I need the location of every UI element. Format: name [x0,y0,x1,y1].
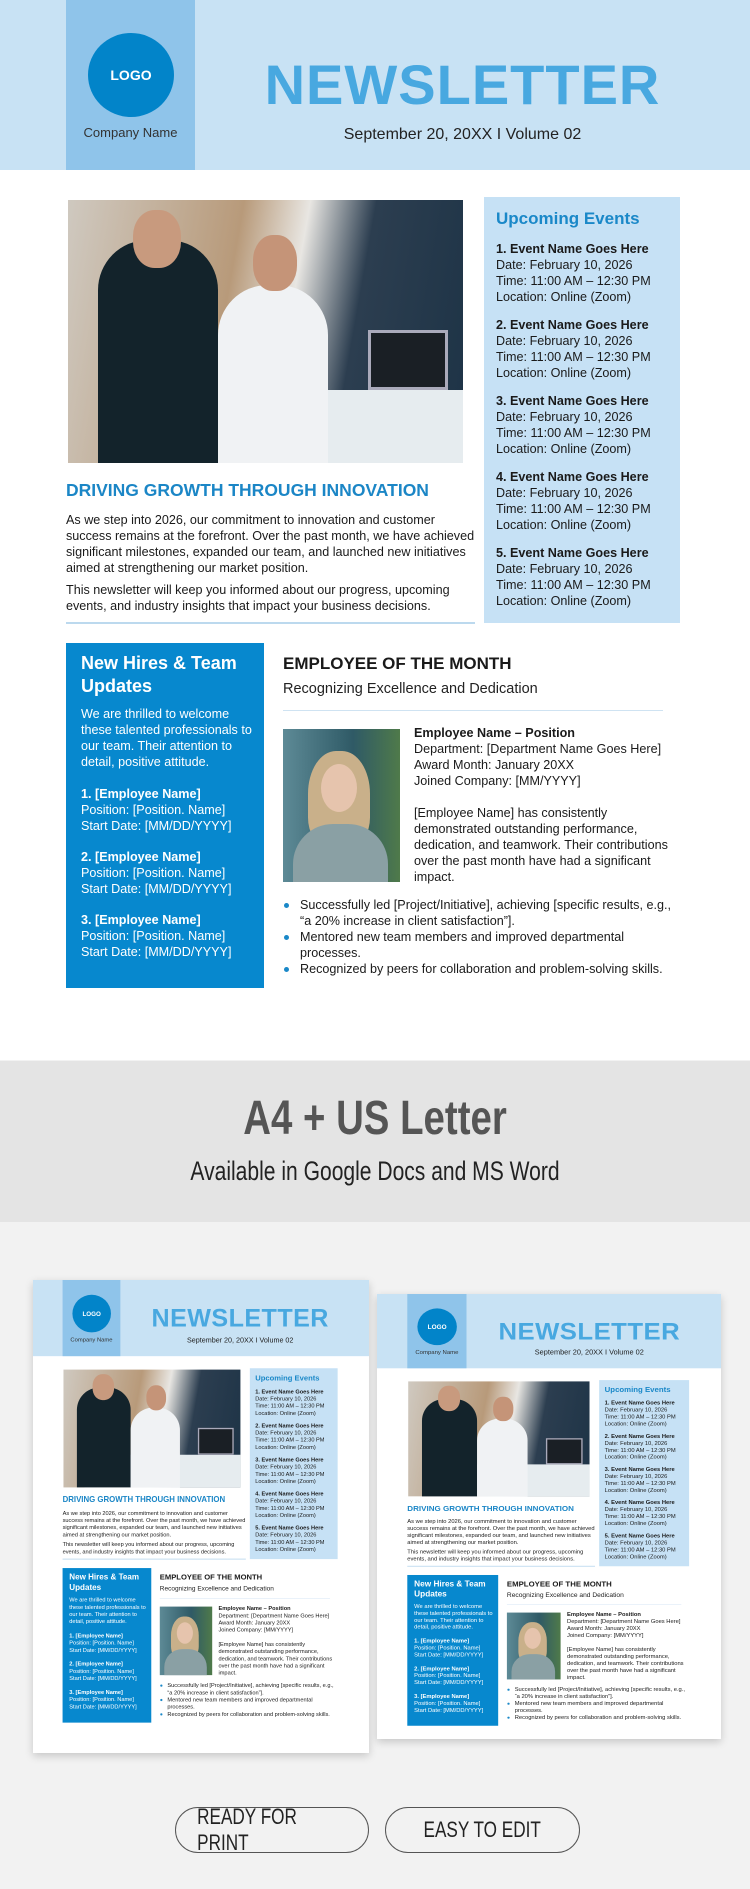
event-location: Location: Online (Zoom) [255,1478,316,1485]
event-item [605,1499,689,1527]
event-time: Time: 11:00 AM – 12:30 PM [255,1538,325,1546]
employee-description: [Employee Name] has consistently demonstrated outstanding performance, dedication, and teamwork. Their contributions over the past month have had a significant impact. [567,1646,684,1681]
achievements-list [160,1682,339,1718]
event-item [496,317,680,381]
hire-start-date: Start Date: [MM/DD/YYYY] [69,1703,137,1710]
event-name: 5. Event Name Goes Here [255,1524,324,1531]
achievement-item: Successfully led [Project/Initiative], achieving [specific results, e.g., “a 20% increase in client satisfaction”]. [283,897,683,929]
hire-position: Position: [Position. Name] [414,1644,481,1652]
event-date: Date: February 10, 2026 [496,334,633,348]
events-title: Upcoming Events [604,1385,671,1394]
employee-award-month: Award Month: January 20XX [414,758,575,772]
issue-date: September 20, 20XX I Volume 02 [187,1336,294,1345]
hire-position: Position: [Position. Name] [69,1696,134,1703]
employee-award-month: Award Month: January 20XX [218,1619,291,1626]
employee-photo [160,1607,212,1676]
event-date: Date: February 10, 2026 [604,1439,668,1447]
event-date: Date: February 10, 2026 [604,1506,668,1513]
a4-preview [33,1280,369,1753]
employee-department: Department: [Department Name Goes Here] [567,1618,681,1625]
event-time: Time: 11:00 AM – 12:30 PM [496,350,651,364]
event-item [605,1399,689,1427]
event-location: Location: Online (Zoom) [255,1546,316,1553]
event-date: Date: February 10, 2026 [255,1429,317,1436]
hire-start-date: Start Date: [MM/DD/YYYY] [69,1675,137,1682]
newsletter-title: NEWSLETTER [498,1317,681,1345]
eotm-subtitle: Recognizing Excellence and Dedication [159,1585,274,1593]
hire-position: Position: [Position. Name] [81,929,226,943]
new-hires-intro: We are thrilled to welcome these talented professionals to our team. Their attention to detail, positive attitude. [81,707,252,769]
event-location: Location: Online (Zoom) [496,594,632,608]
event-location: Location: Online (Zoom) [604,1553,667,1560]
format-title: A4 + US Letter [243,1092,507,1145]
achievement-item: Mentored new team members and improved departmental processes. [283,929,683,961]
newsletter-page [377,1294,721,1739]
event-item [496,545,680,609]
employee-joined: Joined Company: [MM/YYYY] [414,774,581,788]
hire-start-date: Start Date: [MM/DD/YYYY] [414,1651,484,1659]
hire-item [81,912,254,960]
event-item [255,1456,337,1485]
employee-description: [Employee Name] has consistently demonstrated outstanding performance, dedication, and teamwork. Their contributions over the past month have had a significant impact. [218,1641,333,1677]
achievements-list [283,897,683,977]
hire-start-date: Start Date: [MM/DD/YYYY] [81,882,232,896]
event-date: Date: February 10, 2026 [604,1473,668,1480]
divider [63,1559,246,1560]
company-logo: LOGO [72,1295,111,1333]
employee-name: Employee Name – Position [567,1611,641,1618]
newsletter-header [377,1294,721,1368]
hire-position: Position: [Position. Name] [69,1667,134,1675]
new-hires-title: New Hires & Team Updates [414,1579,486,1599]
event-item [605,1433,689,1461]
achievement-item: Recognized by peers for collaboration and problem-solving skills. [283,961,683,977]
new-hires-box [63,1568,152,1723]
event-time: Time: 11:00 AM – 12:30 PM [604,1546,676,1553]
hire-name: 3. [Employee Name] [414,1692,470,1700]
achievement-item: Mentored new team members and improved departmental processes. [507,1700,691,1714]
achievement-item: Mentored new team members and improved departmental processes. [160,1696,339,1710]
eotm-title: EMPLOYEE OF THE MONTH [506,1579,612,1589]
hire-position: Position: [Position. Name] [81,803,226,817]
hire-item [69,1660,147,1682]
article-heading: DRIVING GROWTH THROUGH INNOVATION [62,1495,226,1504]
event-location: Location: Online (Zoom) [604,1453,667,1461]
event-time: Time: 11:00 AM – 12:30 PM [604,1480,676,1487]
office-meeting-photo [63,1370,240,1488]
employee-department: Department: [Department Name Goes Here] [414,742,662,756]
employee-name: Employee Name – Position [414,726,575,740]
event-time: Time: 11:00 AM – 12:30 PM [604,1413,676,1420]
event-name: 1. Event Name Goes Here [255,1388,324,1395]
events-title: Upcoming Events [255,1373,320,1383]
employee-photo [283,729,400,882]
eotm-subtitle: Recognizing Excellence and Dedication [283,681,538,697]
event-name: 2. Event Name Goes Here [255,1422,324,1429]
article-paragraph-2: This newsletter will keep you informed about our progress, upcoming events, and industry insights that impact your business decisions. [407,1548,584,1562]
newsletter-page [33,1280,369,1753]
event-name: 1. Event Name Goes Here [496,242,649,256]
issue-date: September 20, 20XX I Volume 02 [343,126,582,143]
event-location: Location: Online (Zoom) [496,290,632,304]
event-name: 1. Event Name Goes Here [604,1399,675,1406]
hire-start-date: Start Date: [MM/DD/YYYY] [81,819,232,833]
upcoming-events-box [599,1380,689,1566]
event-name: 3. Event Name Goes Here [255,1456,324,1463]
hire-position: Position: [Position. Name] [81,866,226,880]
event-item [496,393,680,457]
new-hires-title: New Hires & Team Updates [81,653,237,696]
employee-award-month: Award Month: January 20XX [567,1625,641,1632]
hire-start-date: Start Date: [MM/DD/YYYY] [81,945,232,959]
employee-description: [Employee Name] has consistently demonstrated outstanding performance, dedication, and teamwork. Their contributions over the past month have had a significant impact. [414,806,668,884]
event-name: 3. Event Name Goes Here [604,1466,675,1473]
achievement-item: Recognized by peers for collaboration and problem-solving skills. [160,1711,339,1718]
event-location: Location: Online (Zoom) [496,518,632,532]
hire-item [69,1632,147,1654]
achievements-list [507,1686,691,1721]
event-location: Location: Online (Zoom) [255,1443,316,1451]
company-name: Company Name [415,1348,459,1356]
article-paragraph-1: As we step into 2026, our commitment to innovation and customer success remains at the forefront. Over the past month, we have achieved significant milestones, expanded our team, and launched new initiatives aimed at strengthening our market position. [407,1518,595,1546]
hire-item [414,1637,493,1658]
event-name: 2. Event Name Goes Here [604,1432,675,1440]
badge-label: EASY TO EDIT [423,1817,542,1842]
eotm-title: EMPLOYEE OF THE MONTH [159,1572,263,1582]
employee-joined: Joined Company: [MM/YYYY] [218,1626,294,1634]
new-hires-title: New Hires & Team Updates [69,1572,140,1592]
hire-name: 3. [Employee Name] [69,1689,123,1696]
event-name: 5. Event Name Goes Here [604,1532,675,1539]
achievement-item: Successfully led [Project/Initiative], achieving [specific results, e.g., “a 20% increase in client satisfaction”]. [507,1686,691,1700]
event-date: Date: February 10, 2026 [496,410,633,424]
event-time: Time: 11:00 AM – 12:30 PM [496,274,651,288]
event-time: Time: 11:00 AM – 12:30 PM [604,1513,676,1520]
event-item [496,241,680,305]
event-time: Time: 11:00 AM – 12:30 PM [604,1446,676,1454]
achievement-item: Successfully led [Project/Initiative], achieving [specific results, e.g., “a 20% increase in client satisfaction”]. [160,1682,339,1696]
article-paragraph-2: This newsletter will keep you informed about our progress, upcoming events, and industry insights that impact your business decisions. [62,1541,235,1555]
event-date: Date: February 10, 2026 [496,562,633,576]
event-date: Date: February 10, 2026 [255,1497,317,1504]
article-paragraph-1: As we step into 2026, our commitment to innovation and customer success remains at the forefront. Over the past month, we have achieved significant milestones, expanded our team, and launched new initiatives aimed at strengthening our market position. [66,513,475,575]
hire-name: 2. [Employee Name] [69,1660,123,1668]
hire-name: 1. [Employee Name] [69,1632,123,1639]
divider [407,1566,595,1567]
event-location: Location: Online (Zoom) [604,1420,667,1427]
event-name: 5. Event Name Goes Here [496,546,649,560]
article-heading: DRIVING GROWTH THROUGH INNOVATION [66,480,429,500]
hire-position: Position: [Position. Name] [69,1639,134,1647]
hire-start-date: Start Date: [MM/DD/YYYY] [414,1679,484,1686]
event-location: Location: Online (Zoom) [255,1512,316,1519]
employee-joined: Joined Company: [MM/YYYY] [567,1632,644,1639]
divider [66,622,475,624]
company-logo: LOGO [417,1308,456,1345]
newsletter-header [33,1280,369,1356]
event-location: Location: Online (Zoom) [496,366,632,380]
event-item [496,469,680,533]
hire-name: 2. [Employee Name] [414,1665,470,1672]
achievement-item: Recognized by peers for collaboration and problem-solving skills. [507,1714,691,1721]
event-name: 4. Event Name Goes Here [604,1499,675,1506]
employee-info [414,725,674,885]
event-location: Location: Online (Zoom) [496,442,632,456]
ready-for-print-badge [175,1804,369,1855]
company-name: Company Name [83,125,178,140]
event-date: Date: February 10, 2026 [255,1395,317,1402]
event-name: 3. Event Name Goes Here [496,394,649,408]
hire-name: 3. [Employee Name] [81,913,201,927]
event-time: Time: 11:00 AM – 12:30 PM [255,1470,325,1478]
event-item [255,1524,337,1553]
eotm-subtitle: Recognizing Excellence and Dedication [506,1591,624,1599]
easy-to-edit-badge [385,1807,580,1853]
event-item [255,1422,337,1451]
event-location: Location: Online (Zoom) [604,1487,667,1494]
format-banner [0,1061,750,1222]
event-item [255,1490,337,1519]
format-subtitle: Available in Google Docs and MS Word [190,1156,560,1186]
employee-name: Employee Name – Position [218,1605,291,1612]
hire-start-date: Start Date: [MM/DD/YYYY] [69,1646,137,1654]
events-title: Upcoming Events [496,209,640,228]
event-time: Time: 11:00 AM – 12:30 PM [255,1402,325,1410]
new-hires-box [66,643,264,988]
employee-photo [507,1613,561,1680]
event-item [605,1532,689,1560]
event-time: Time: 11:00 AM – 12:30 PM [255,1504,325,1512]
office-meeting-photo [68,200,463,463]
office-meeting-photo [408,1381,589,1496]
new-hires-intro: We are thrilled to welcome these talented professionals to our team. Their attention to detail, positive attitude. [414,1602,493,1631]
event-item [605,1466,689,1494]
event-name: 2. Event Name Goes Here [496,318,649,332]
event-name: 4. Event Name Goes Here [255,1490,324,1497]
event-location: Location: Online (Zoom) [604,1520,667,1527]
eotm-title: EMPLOYEE OF THE MONTH [283,654,512,673]
hire-position: Position: [Position. Name] [414,1672,481,1679]
newsletter-title: NEWSLETTER [151,1303,329,1332]
event-location: Location: Online (Zoom) [255,1409,316,1417]
upcoming-events-box [250,1368,338,1559]
hire-item [414,1693,493,1714]
newsletter-title: NEWSLETTER [264,53,661,116]
event-time: Time: 11:00 AM – 12:30 PM [255,1436,325,1444]
event-date: Date: February 10, 2026 [604,1406,668,1413]
hire-start-date: Start Date: [MM/DD/YYYY] [414,1706,484,1714]
us-letter-preview [377,1294,721,1739]
hire-item [81,849,254,897]
event-item [255,1388,337,1417]
hire-item [81,786,254,834]
hire-item [69,1689,147,1711]
event-date: Date: February 10, 2026 [255,1531,317,1539]
company-name: Company Name [70,1336,113,1343]
article-paragraph-2: This newsletter will keep you informed about our progress, upcoming events, and industry insights that impact your business decisions. [66,583,450,613]
event-date: Date: February 10, 2026 [496,258,633,272]
employee-info [567,1611,686,1681]
divider [283,710,663,711]
new-hires-box [407,1575,498,1726]
company-logo: LOGO [88,33,174,117]
upcoming-events-box [484,197,680,623]
hire-name: 1. [Employee Name] [414,1637,470,1645]
hire-name: 1. [Employee Name] [81,787,201,801]
article-heading: DRIVING GROWTH THROUGH INNOVATION [407,1503,574,1513]
issue-date: September 20, 20XX I Volume 02 [534,1349,644,1357]
event-name: 4. Event Name Goes Here [496,470,649,484]
article-paragraph-1: As we step into 2026, our commitment to innovation and customer success remains at the forefront. Over the past month, we have achieved significant milestones, expanded our team, and launched new initiatives aimed at strengthening our market position. [62,1509,246,1538]
event-date: Date: February 10, 2026 [255,1463,317,1470]
event-date: Date: February 10, 2026 [496,486,633,500]
hire-item [414,1665,493,1686]
hire-position: Position: [Position. Name] [414,1699,481,1707]
badge-label: READY FOR PRINT [197,1804,297,1855]
event-time: Time: 11:00 AM – 12:30 PM [496,578,651,592]
newsletter-header [0,0,750,170]
event-date: Date: February 10, 2026 [604,1539,668,1546]
event-time: Time: 11:00 AM – 12:30 PM [496,502,651,516]
employee-info [218,1605,334,1677]
event-time: Time: 11:00 AM – 12:30 PM [496,426,651,440]
hire-name: 2. [Employee Name] [81,850,201,864]
new-hires-intro: We are thrilled to welcome these talented professionals to our team. Their attention to detail, positive attitude. [69,1596,146,1625]
employee-department: Department: [Department Name Goes Here] [218,1612,330,1619]
